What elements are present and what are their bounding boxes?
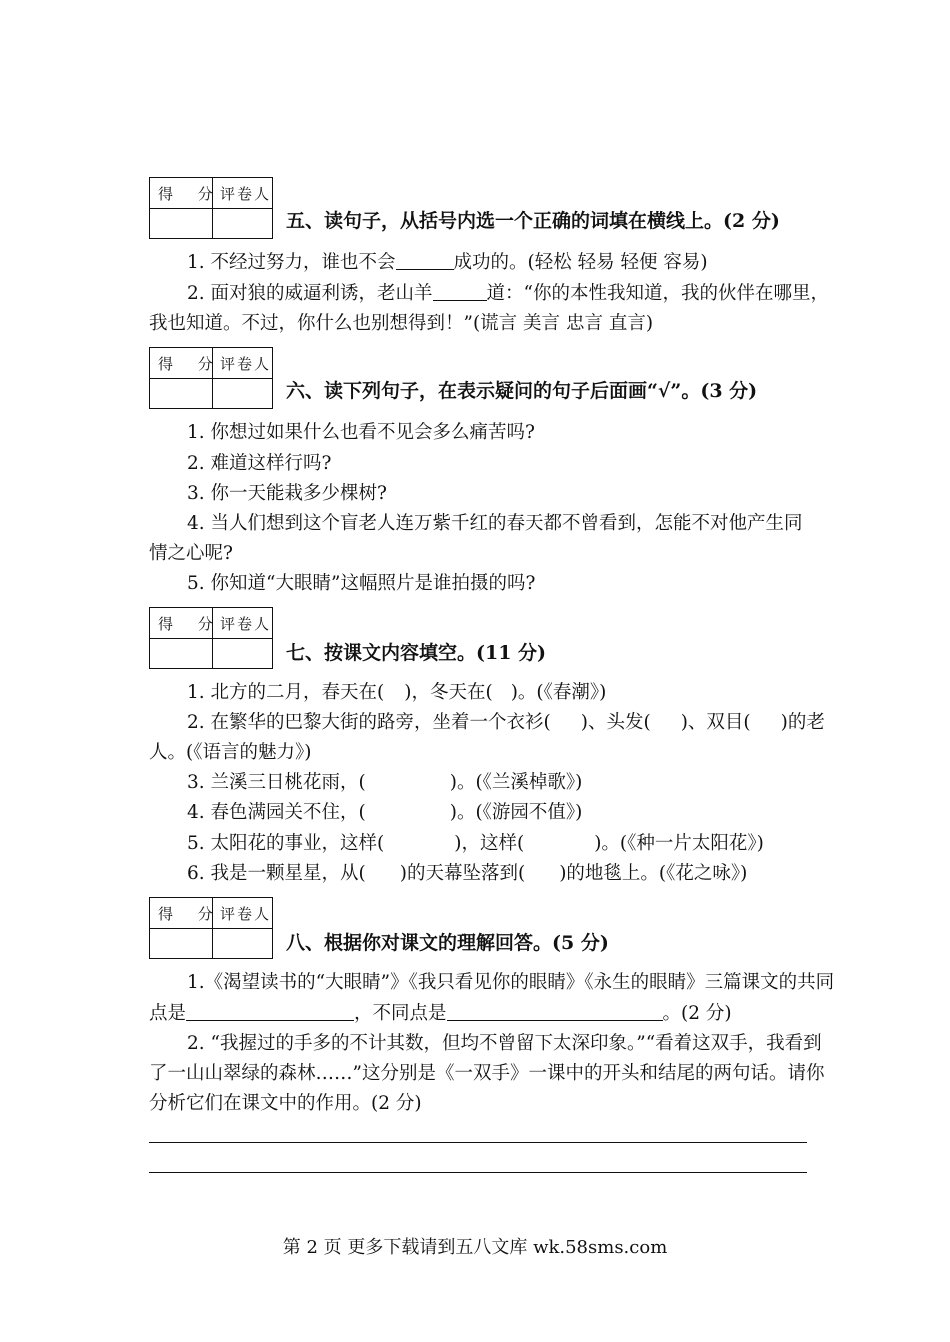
section-six-heading: 六、读下列句子，在表示疑问的句子后面画“√”。(3 分) — [286, 380, 758, 402]
question-text: 2. “我握过的手多的不计其数，但均不曾留下太深印象。”“看着这双手，我看到 — [187, 1033, 822, 1054]
question-text: 1. 北方的二月，春天在( )，冬天在( )。(《春潮》) — [187, 682, 607, 703]
section-eight-heading: 八、根据你对课文的理解回答。(5 分) — [286, 932, 609, 954]
answer-line[interactable] — [149, 1142, 807, 1143]
score-box — [149, 897, 273, 959]
question-text: 6. 我是一颗星星，从( )的天幕坠落到( )的地毯上。(《花之咏》) — [187, 863, 748, 884]
section-seven-heading: 七、按课文内容填空。(11 分) — [286, 642, 547, 664]
question-text: 5. 你知道“大眼睛”这幅照片是谁拍摄的吗? — [187, 573, 536, 594]
question-text: 我也知道。不过，你什么也别想得到！”(谎言 美言 忠言 直言) — [149, 313, 654, 334]
question-text: 4. 当人们想到这个盲老人连万紫千红的春天都不曾看到，怎能不对他产生同 — [187, 513, 803, 534]
grader-label: 评卷人 — [220, 905, 272, 923]
question-text: 5. 太阳花的事业，这样( )，这样( )。(《种一片太阳花》) — [187, 833, 764, 854]
question-text: 人。(《语言的魅力》) — [149, 742, 312, 763]
question-text: 2. 面对狼的威逼利诱，老山羊 道：“你的本性我知道，我的伙伴在哪里， — [187, 283, 830, 304]
question-text: 1. 不经过努力，谁也不会 成功的。(轻松 轻易 轻便 容易) — [187, 252, 708, 273]
question-text: 分析它们在课文中的作用。(2 分) — [149, 1093, 422, 1114]
fill-blank[interactable] — [396, 251, 454, 271]
score-box — [149, 177, 273, 239]
fill-blank[interactable] — [433, 282, 487, 302]
page-footer: 第 2 页 更多下载请到五八文库 wk.58sms.com — [282, 1237, 668, 1258]
question-text: 点是 ，不同点是 。(2 分) — [149, 1003, 732, 1024]
question-text: 1. 你想过如果什么也看不见会多么痛苦吗? — [187, 422, 535, 443]
question-text: 3. 你一天能栽多少棵树? — [187, 483, 387, 504]
question-text: 情之心呢? — [149, 543, 233, 564]
question-text: 3. 兰溪三日桃花雨，( )。(《兰溪棹歌》) — [187, 772, 583, 793]
section-five-heading: 五、读句子，从括号内选一个正确的词填在横线上。(2 分) — [286, 210, 780, 232]
answer-line[interactable] — [149, 1172, 807, 1173]
fill-blank[interactable] — [447, 1002, 663, 1022]
score-label: 得 分 — [158, 185, 223, 203]
score-box — [149, 607, 273, 669]
score-box — [149, 347, 273, 409]
grader-label: 评卷人 — [220, 355, 272, 373]
score-label: 得 分 — [158, 355, 223, 373]
question-text: 2. 难道这样行吗? — [187, 453, 332, 474]
question-text: 了一山山翠绿的森林……”这分别是《一双手》一课中的开头和结尾的两句话。请你 — [149, 1063, 825, 1084]
score-label: 得 分 — [158, 615, 223, 633]
question-text: 1.《渴望读书的“大眼睛”》《我只看见你的眼睛》《永生的眼睛》三篇课文的共同 — [187, 972, 835, 993]
grader-label: 评卷人 — [220, 615, 272, 633]
fill-blank[interactable] — [186, 1002, 354, 1022]
score-label: 得 分 — [158, 905, 223, 923]
grader-label: 评卷人 — [220, 185, 272, 203]
question-text: 4. 春色满园关不住，( )。(《游园不值》) — [187, 802, 583, 823]
question-text: 2. 在繁华的巴黎大街的路旁，坐着一个衣衫( )、头发( )、双目( )的老 — [187, 712, 825, 733]
